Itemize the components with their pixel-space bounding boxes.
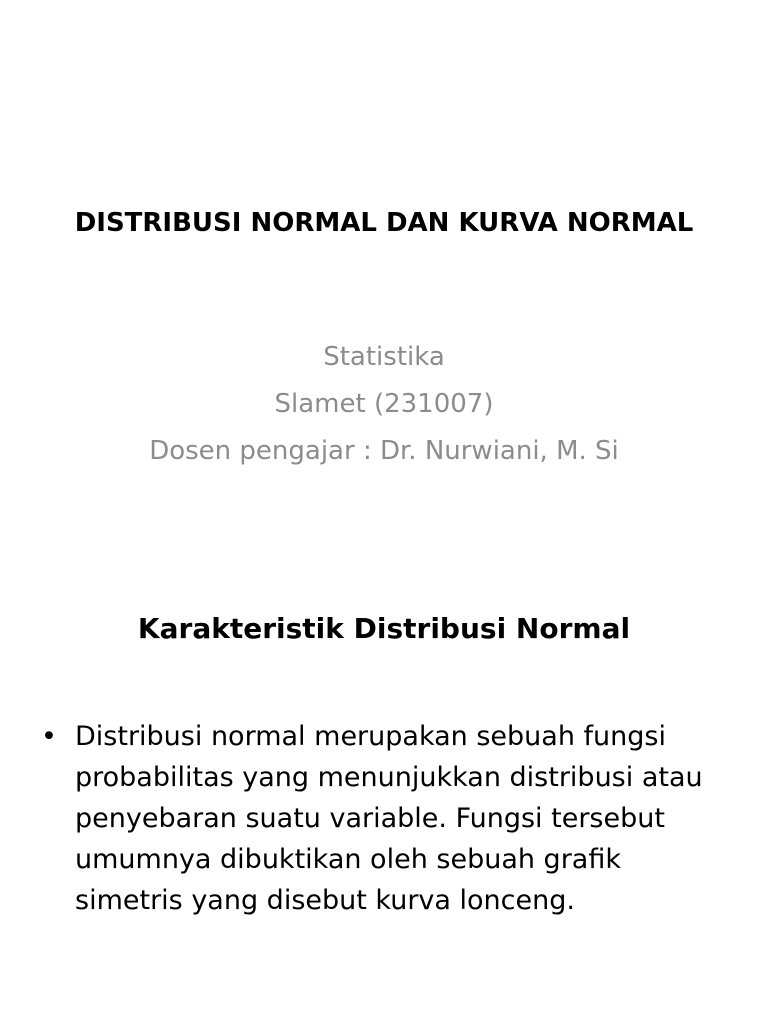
bullet-list (0, 716, 768, 921)
lecturer-name: Dosen pengajar : Dr. Nurwiani, M. Si (149, 436, 619, 466)
slide-subtitle (0, 334, 768, 475)
slide-title: DISTRIBUSI NORMAL DAN KURVA NORMAL (74, 208, 694, 238)
bullet-text: Distribusi normal merupakan sebuah fungsi probabilitas yang menunjukkan distribusi atau penyebaran suatu variable. Fungsi tersebut umumnya dibuktikan oleh sebuah grafik simetris yang disebut kurva lonceng. (75, 721, 703, 916)
list-item (0, 716, 768, 921)
author-name: Slamet (231007) (274, 389, 494, 419)
course-name: Statistika (323, 342, 445, 372)
section-title: Karakteristik Distribusi Normal (137, 612, 631, 645)
bullet-icon: • (41, 721, 57, 752)
